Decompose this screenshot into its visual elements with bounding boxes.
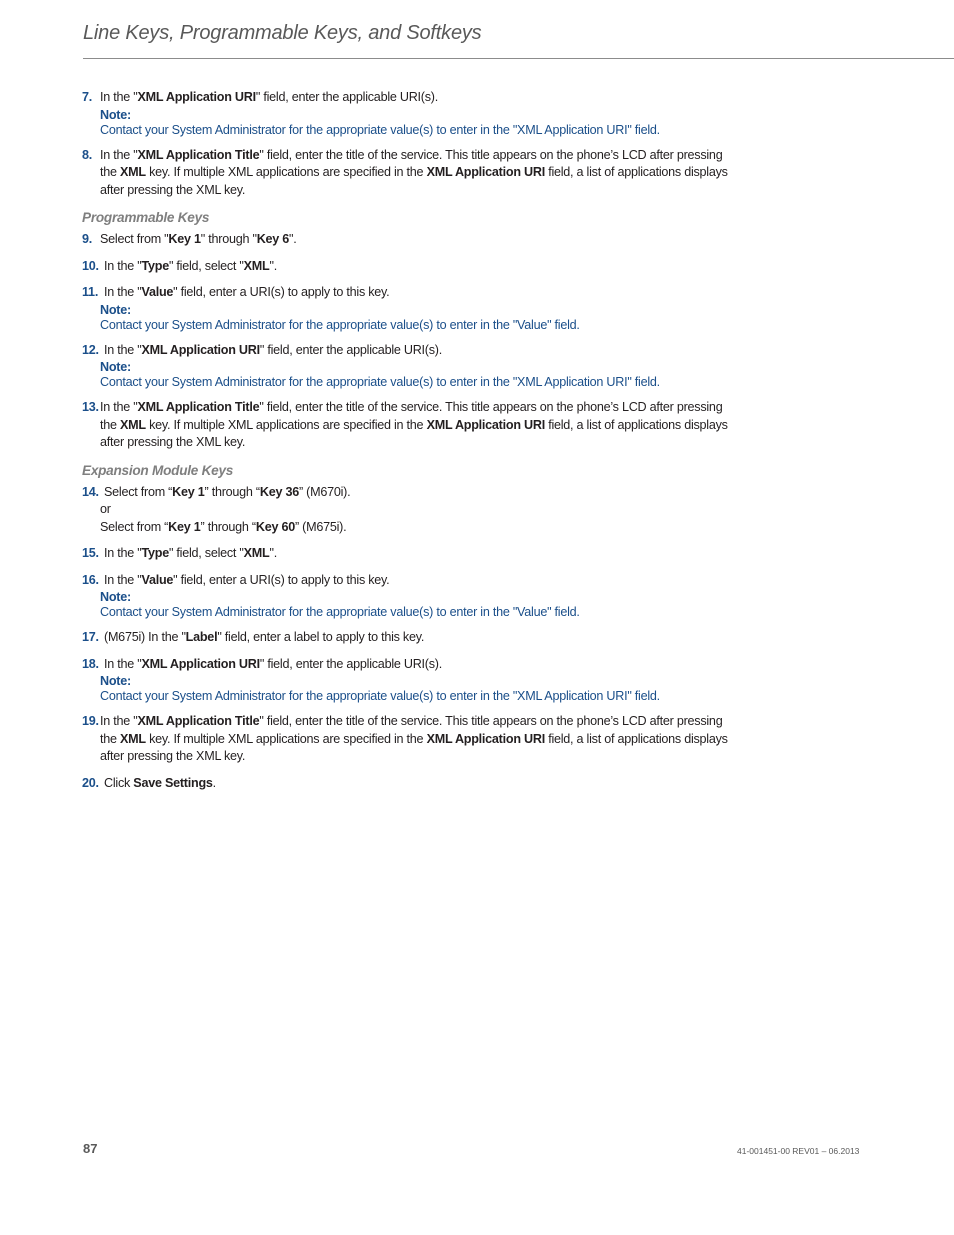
note-label: Note: — [100, 674, 131, 688]
note-text: Contact your System Administrator for the appropriate value(s) to enter in the "Value" field. — [100, 317, 580, 332]
page-header-title: Line Keys, Programmable Keys, and Softkeys — [83, 22, 482, 44]
step-number: 11. — [82, 285, 99, 299]
note-label: Note: — [100, 107, 131, 122]
section-heading-expansion-module-keys: Expansion Module Keys — [82, 462, 234, 478]
header-divider — [83, 58, 954, 59]
note-text: Contact your System Administrator for the appropriate value(s) to enter in the "XML Application URI" field. — [100, 689, 660, 703]
step-16: 16. In the "Value" field, enter a URI(s) to apply to this key. Note: Contact your System Administrator for the appropriate value(s) to enter in the "Value" field. — [82, 572, 762, 621]
note-text: Contact your System Administrator for the appropriate value(s) to enter in the "XML Application URI" field. — [100, 375, 660, 389]
step-number: 9. — [82, 232, 93, 246]
step-7: 7. In the "XML Application URI" field, enter the applicable URI(s). Note: Contact your System Administrator for the appropriate value(s) to enter in the "XML Application URI" field. — [82, 89, 762, 138]
step-17: 17. (M675i) In the "Label" field, enter a label to apply to this key. — [82, 629, 762, 647]
step-14: 14. Select from “Key 1” through “Key 36” (M670i). or Select from “Key 1” through “Key 60” (M675i). — [82, 484, 351, 534]
step-10: 10. In the "Type" field, select "XML". — [82, 258, 762, 276]
note-label: Note: — [100, 302, 131, 317]
note-label: Note: — [100, 360, 131, 374]
step-number: 18. — [82, 656, 99, 671]
step-number: 20. — [82, 775, 99, 790]
step-number: 10. — [82, 258, 99, 273]
step-20: 20. Click Save Settings. — [82, 775, 762, 793]
step-19: 19. In the "XML Application Title" field, enter the title of the service. This title appears on the phone’s LCD after pressing the XML key. If multiple XML applications are specified in the XML Application URI field, a list of applications displays after pressing the XML key. — [82, 714, 728, 763]
step-15: 15. In the "Type" field, select "XML". — [82, 545, 762, 563]
document-body — [82, 89, 762, 801]
step-number: 15. — [82, 546, 99, 560]
step-13: 13. In the "XML Application Title" field, enter the title of the service. This title appears on the phone’s LCD after pressing the XML key. If multiple XML applications are specified in the XML Application URI field, a list of applications displays after pressing the XML key. — [82, 400, 728, 449]
step-8: 8. In the "XML Application Title" field, enter the title of the service. This title appears on the phone’s LCD after pressing the XML key. If multiple XML applications are specified in the XML Application URI field, a list of applications displays after pressing the XML key. — [82, 147, 728, 197]
step-9: 9. Select from "Key 1" through "Key 6". — [82, 231, 762, 249]
step-number: 17. — [82, 630, 99, 644]
save-settings-label: Save Settings — [133, 775, 213, 790]
note-text: Contact your System Administrator for the appropriate value(s) to enter in the "Value" field. — [100, 605, 580, 619]
note-label: Note: — [100, 590, 131, 604]
step-number: 12. — [82, 342, 99, 357]
step-12: 12. In the "XML Application URI" field, enter the applicable URI(s). Note: Contact your System Administrator for the appropriate value(s) to enter in the "XML Application URI" field. — [82, 342, 762, 391]
section-heading-programmable-keys: Programmable Keys — [82, 210, 210, 225]
field-name: XML Application URI — [137, 90, 256, 104]
note-text: Contact your System Administrator for the appropriate value(s) to enter in the "XML Application URI" field. — [100, 122, 660, 137]
step-number: 19. — [82, 714, 99, 728]
document-id: 41-001451-00 REV01 – 06.2013 — [737, 1146, 860, 1156]
step-11: 11. In the "Value" field, enter a URI(s) to apply to this key. Note: Contact your System Administrator for the appropriate value(s) to enter in the "Value" field. — [82, 284, 762, 333]
page-number: 87 — [83, 1141, 98, 1156]
step-number: 13. — [82, 400, 99, 414]
step-18: 18. In the "XML Application URI" field, enter the applicable URI(s). Note: Contact your System Administrator for the appropriate value(s) to enter in the "XML Application URI" field. — [82, 656, 762, 705]
step-number: 16. — [82, 572, 99, 587]
step-number: 8. — [82, 147, 93, 162]
step-number: 14. — [82, 484, 99, 499]
field-name: XML Application Title — [137, 147, 260, 162]
step-number: 7. — [82, 90, 93, 104]
